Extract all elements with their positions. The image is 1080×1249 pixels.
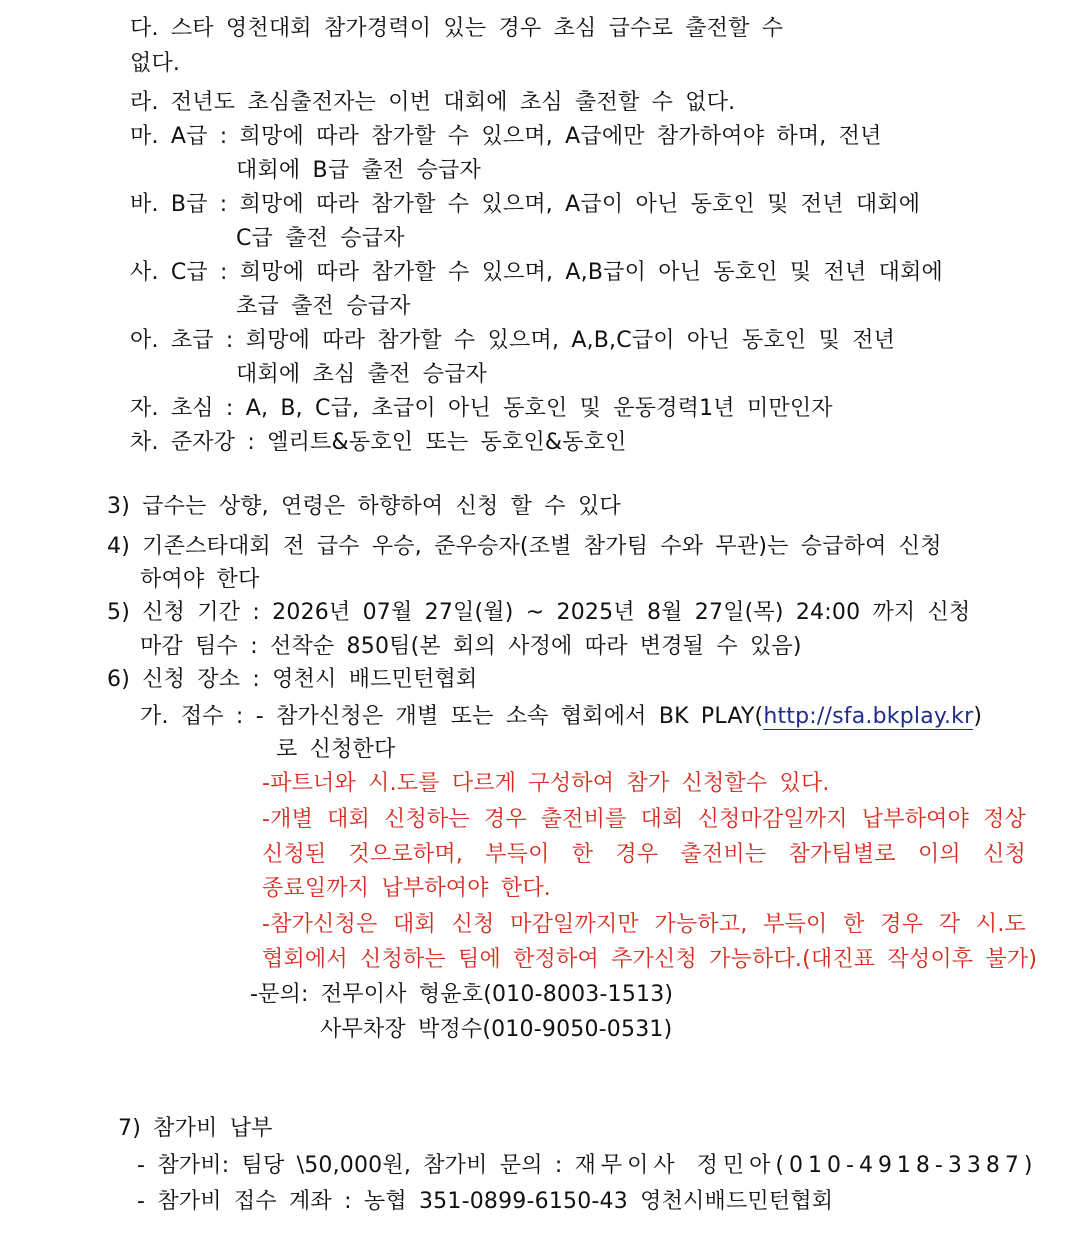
rule-ba-line1: 바. B급 : 희망에 따라 참가할 수 있으며, A급이 아닌 동호인 및 전년 대회에 <box>130 192 921 217</box>
item-6-ga-suffix: ) <box>973 704 983 729</box>
rule-ra: 라. 전년도 초심출전자는 이번 대회에 초심 출전할 수 없다. <box>130 90 736 115</box>
rule-ba-line2: C급 출전 승급자 <box>236 226 405 251</box>
item-4-line1: 4) 기존스타대회 전 급수 우승, 준우승자(조별 참가팀 수와 무관)는 승급하여 신청 <box>107 534 942 559</box>
item-3: 3) 급수는 상향, 연령은 하향하여 신청 할 수 있다 <box>107 494 621 519</box>
rule-da-line2: 없다. <box>130 51 181 76</box>
account-line: - 참가비 접수 계좌 : 농협 351-0899-6150-43 영천시배드민턴협회 <box>137 1189 834 1214</box>
rule-ja: 자. 초심 : A, B, C급, 초급이 아닌 동호인 및 운동경력1년 미만인자 <box>130 396 833 421</box>
note-fee-line2: 신청된 것으로하며, 부득이 한 경우 출전비는 참가팀별로 이의 신청 <box>262 842 1026 867</box>
note-fee-line3: 종료일까지 납부하여야 한다. <box>262 876 552 901</box>
item-5-line1: 5) 신청 기간 : 2026년 07월 27일(월) ~ 2025년 8월 27일(목) 24:00 까지 신청 <box>107 600 971 625</box>
note-deadline-line2: 협회에서 신청하는 팀에 한정하여 추가신청 가능하다.(대진표 작성이후 불가) <box>262 947 1038 972</box>
rule-sa-line1: 사. C급 : 희망에 따라 참가할 수 있으며, A,B급이 아닌 동호인 및 전년 대회에 <box>130 260 944 285</box>
rule-a-line1: 아. 초급 : 희망에 따라 참가할 수 있으며, A,B,C급이 아닌 동호인 및 전년 <box>130 328 896 353</box>
contact-line2: 사무차장 박정수(010-9050-0531) <box>320 1017 673 1042</box>
rule-ma-line1: 마. A급 : 희망에 따라 참가할 수 있으며, A급에만 참가하여야 하며, 전년 <box>130 124 882 149</box>
rule-da-line1: 다. 스타 영천대회 참가경력이 있는 경우 초심 급수로 출전할 수 <box>130 16 784 41</box>
fee-prefix: - 참가비: 팀당 \50,000원, 참가비 문의 : <box>137 1153 575 1178</box>
item-5-line2: 마감 팀수 : 선착순 850팀(본 회의 사정에 따라 변경될 수 있음) <box>140 634 802 659</box>
rule-cha: 차. 준자강 : 엘리트&동호인 또는 동호인&동호인 <box>130 430 627 455</box>
fee-contact: 재무이사 정민아(010-4918-3387) <box>574 1153 1038 1178</box>
note-deadline-line1: -참가신청은 대회 신청 마감일까지만 가능하고, 부득이 한 경우 각 시.도 <box>262 912 1026 937</box>
bkplay-link[interactable]: http://sfa.bkplay.kr <box>763 704 974 729</box>
contact-line1: -문의: 전무이사 형윤호(010-8003-1513) <box>250 982 674 1007</box>
rule-ma-line2: 대회에 B급 출전 승급자 <box>236 158 481 183</box>
item-6-title: 6) 신청 장소 : 영천시 배드민턴협회 <box>107 667 478 692</box>
rule-a-line2: 대회에 초심 출전 승급자 <box>236 362 488 387</box>
item-6-ga-line1 <box>140 702 982 732</box>
fee-line <box>137 1151 1037 1181</box>
item-6-ga-prefix: 가. 접수 : - 참가신청은 개별 또는 소속 협회에서 BK PLAY( <box>140 704 764 729</box>
item-4-line2: 하여야 한다 <box>140 567 260 592</box>
note-partner: -파트너와 시.도를 다르게 구성하여 참가 신청할수 있다. <box>262 771 830 796</box>
item-7-title: 7) 참가비 납부 <box>118 1116 273 1141</box>
note-fee-line1: -개별 대회 신청하는 경우 출전비를 대회 신청마감일까지 납부하여야 정상 <box>262 807 1026 832</box>
item-6-ga-line2: 로 신청한다 <box>276 737 396 762</box>
rule-sa-line2: 초급 출전 승급자 <box>236 294 411 319</box>
